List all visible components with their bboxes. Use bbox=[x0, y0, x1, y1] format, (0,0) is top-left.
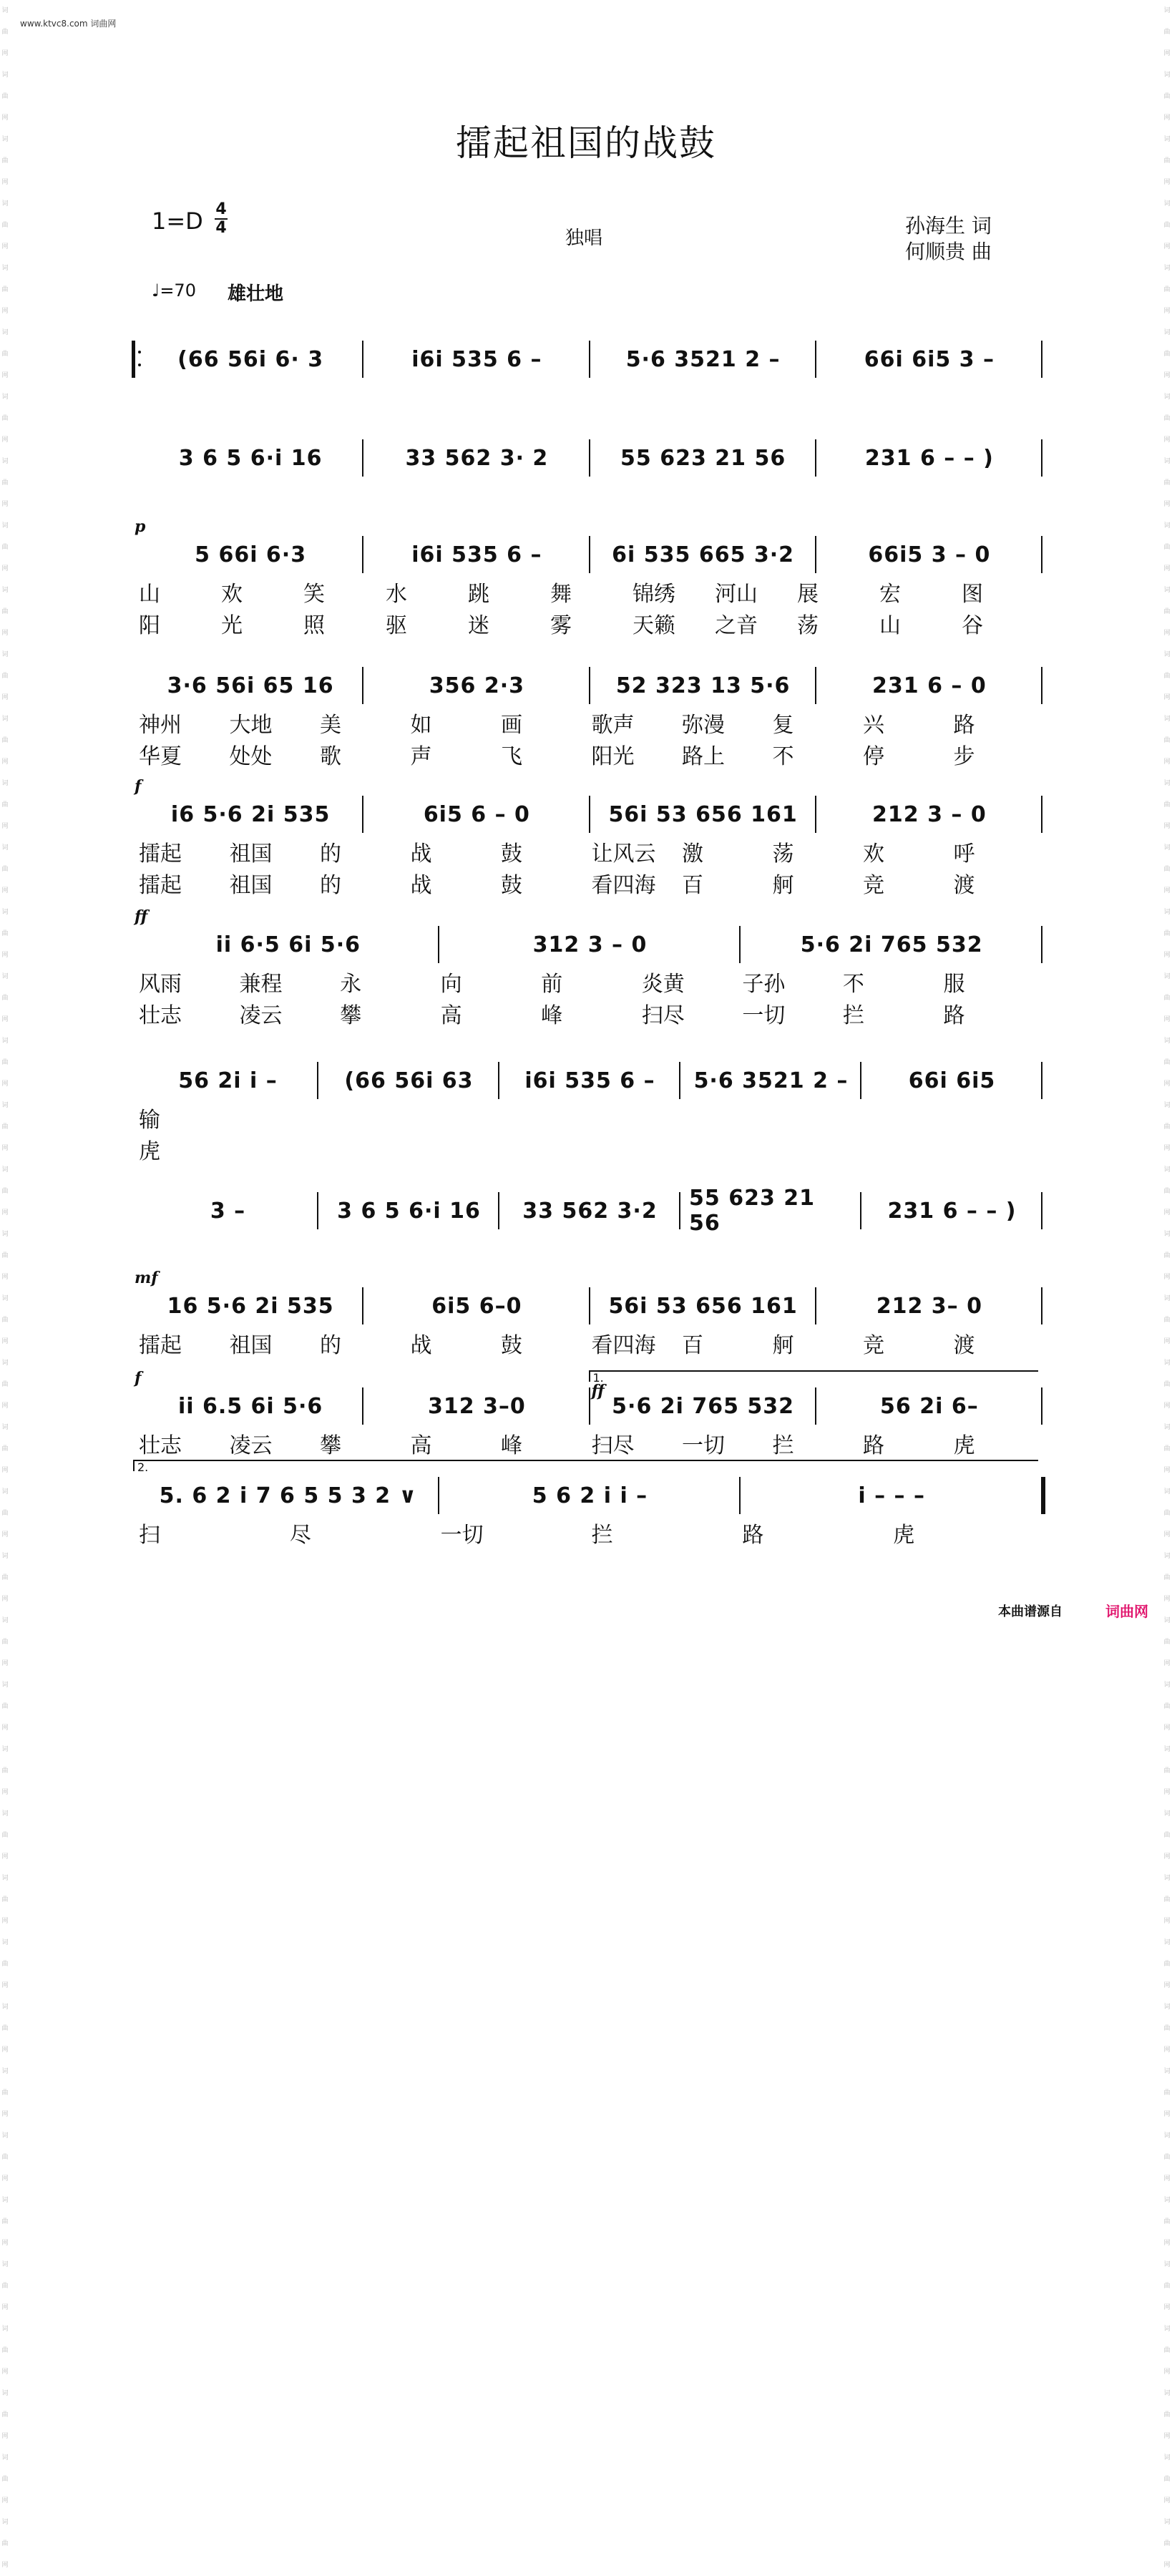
lyric-syllable: 战 bbox=[410, 841, 432, 867]
lyric-syllable: 的 bbox=[320, 841, 341, 867]
score-system bbox=[136, 1059, 1045, 1102]
lyric-syllable: 阳 bbox=[139, 613, 160, 638]
measure: 312 3–0 bbox=[427, 1393, 526, 1419]
lyric-syllable: 飞 bbox=[501, 744, 522, 769]
lyric-syllable: 战 bbox=[410, 873, 432, 898]
lyric-syllable: 虎 bbox=[953, 1433, 975, 1458]
lyric-syllable: 尽 bbox=[289, 1523, 311, 1548]
barline bbox=[589, 1387, 590, 1425]
measure: 56 2i 6– bbox=[880, 1393, 979, 1419]
measure: 6i 535 665 3·2 bbox=[612, 542, 795, 567]
lyric-syllable: 天籁 bbox=[633, 613, 675, 638]
lyric-syllable: 照 bbox=[303, 613, 325, 638]
lyric-syllable: 拦 bbox=[772, 1433, 794, 1458]
measure: 212 3 – 0 bbox=[872, 801, 987, 827]
measure: 56 2i i – bbox=[178, 1068, 278, 1093]
lyric-syllable: 峰 bbox=[541, 1003, 563, 1028]
lyric-syllable: 不 bbox=[772, 744, 794, 769]
measure: 55 623 21 56 bbox=[620, 445, 786, 471]
score-system bbox=[136, 923, 1045, 966]
dynamic-marking: ff bbox=[591, 1382, 605, 1400]
measure: 356 2·3 bbox=[429, 673, 524, 698]
measure: 3 6 5 6·i 16 bbox=[337, 1198, 481, 1224]
lyric-syllable: 驱 bbox=[386, 613, 407, 638]
lyric-syllable: 之音 bbox=[715, 613, 758, 638]
lyric-syllable: 看四海 bbox=[591, 873, 656, 898]
measure: 33 562 3·2 bbox=[522, 1198, 658, 1224]
lyric-syllable: 壮志 bbox=[139, 1433, 182, 1458]
lyric-syllable: 看四海 bbox=[591, 1333, 656, 1358]
dynamic-marking: f bbox=[135, 1369, 142, 1387]
barline bbox=[589, 667, 590, 704]
lyric-syllable: 停 bbox=[863, 744, 884, 769]
measure: i6i 535 6 – bbox=[411, 542, 542, 567]
lyric-syllable: 的 bbox=[320, 873, 341, 898]
performance-type: 独唱 bbox=[565, 228, 603, 249]
repeat-start-sign bbox=[132, 341, 145, 378]
volta-bracket: 1. bbox=[589, 1370, 1039, 1382]
lyric-syllable: 渡 bbox=[953, 1333, 975, 1358]
lyric-syllable: 炎黄 bbox=[641, 972, 685, 997]
lyric-syllable: 擂起 bbox=[139, 873, 182, 898]
barline bbox=[589, 796, 590, 833]
barline bbox=[815, 1287, 816, 1324]
lyric-syllable: 弥漫 bbox=[682, 713, 725, 738]
score-system bbox=[136, 664, 1045, 707]
barline bbox=[362, 796, 363, 833]
lyric-syllable: 百 bbox=[682, 1333, 703, 1358]
score-system bbox=[136, 1186, 1045, 1236]
barline bbox=[362, 1287, 363, 1324]
measure: 231 6 – – ) bbox=[864, 445, 994, 471]
barline bbox=[362, 1387, 363, 1425]
lyric-syllable: 路 bbox=[742, 1523, 764, 1548]
measure: 312 3 – 0 bbox=[532, 932, 648, 957]
lyric-syllable: 高 bbox=[410, 1433, 432, 1458]
barline bbox=[362, 667, 363, 704]
score-system bbox=[136, 1284, 1045, 1327]
lyric-syllable: 壮志 bbox=[139, 1003, 182, 1028]
lyric-syllable: 美 bbox=[320, 713, 341, 738]
footer-logo[interactable]: 词曲网 bbox=[1105, 1603, 1148, 1620]
time-signature-bottom: 4 bbox=[215, 219, 227, 237]
score-system bbox=[136, 1385, 1045, 1428]
lyric-syllable: 竞 bbox=[863, 1333, 884, 1358]
lyric-syllable: 风雨 bbox=[139, 972, 182, 997]
barline bbox=[438, 1477, 439, 1514]
measure: 6i5 6–0 bbox=[431, 1293, 522, 1319]
lyric-syllable: 呼 bbox=[953, 841, 975, 867]
lyric-syllable: 鼓 bbox=[501, 841, 522, 867]
lyric-syllable: 画 bbox=[501, 713, 522, 738]
lyric-syllable: 一切 bbox=[742, 1003, 786, 1028]
barline bbox=[1041, 341, 1042, 378]
lyric-syllable: 水 bbox=[386, 582, 407, 607]
credits bbox=[905, 213, 992, 265]
lyric-syllable: 声 bbox=[410, 744, 432, 769]
measure: 5. 6 2 i 7 6 5 5 3 2 ∨ bbox=[159, 1483, 417, 1508]
barline bbox=[589, 439, 590, 477]
lyric-syllable: 凌云 bbox=[229, 1433, 273, 1458]
edge-watermark-right: 词曲网 词曲网 词曲网 词曲网 词曲网 词曲网 词曲网 词曲网 词曲网 词曲网 词曲网 词曲网 词曲网 词曲网 词曲网 词曲网 词曲网 词曲网 词曲网 词曲网 词曲网 词曲网 词曲网 词曲网 词曲网 词曲网 词曲网 词曲网 词曲网 词曲网 词曲网 词曲网 词曲网 词曲网 词曲网 词曲网 词曲网 词曲网 词曲网 词曲网 bbox=[1163, 7, 1171, 2569]
lyric-syllable: 歌 bbox=[320, 744, 341, 769]
barline bbox=[1041, 667, 1042, 704]
measure: 3 – bbox=[210, 1198, 246, 1224]
measure: 5 66i 6·3 bbox=[195, 542, 307, 567]
measure: 231 6 – 0 bbox=[872, 673, 987, 698]
lyric-syllable: 歌声 bbox=[591, 713, 635, 738]
measure: 16 5·6 2i 535 bbox=[167, 1293, 334, 1319]
barline bbox=[679, 1192, 680, 1229]
lyric-syllable: 迷 bbox=[468, 613, 489, 638]
key-signature: 1=D bbox=[152, 208, 203, 235]
lyric-syllable: 战 bbox=[410, 1333, 432, 1358]
barline bbox=[1041, 1387, 1042, 1425]
lyric-syllable: 服 bbox=[943, 972, 965, 997]
measure: ii 6·5 6i 5·6 bbox=[215, 932, 361, 957]
measure: 66i5 3 – 0 bbox=[868, 542, 991, 567]
lyric-syllable: 舞 bbox=[550, 582, 572, 607]
lyric-syllable: 复 bbox=[772, 713, 794, 738]
measure: 55 623 21 56 bbox=[689, 1186, 816, 1236]
lyric-syllable: 神州 bbox=[139, 713, 182, 738]
lyric-syllable: 兴 bbox=[863, 713, 884, 738]
barline bbox=[362, 536, 363, 573]
lyric-syllable: 宏 bbox=[879, 582, 901, 607]
barline bbox=[815, 796, 816, 833]
measure: 3 6 5 6·i 16 bbox=[178, 445, 323, 471]
dynamic-marking: f bbox=[135, 777, 142, 796]
page-title: 擂起祖国的战鼓 bbox=[456, 122, 716, 164]
lyric-syllable: 祖国 bbox=[229, 1333, 273, 1358]
score-system bbox=[136, 793, 1045, 836]
score-system bbox=[136, 338, 1045, 381]
lyric-syllable: 鼓 bbox=[501, 873, 522, 898]
lyric-syllable: 舸 bbox=[772, 873, 794, 898]
dynamic-marking: ff bbox=[135, 907, 148, 926]
lyric-syllable: 华夏 bbox=[139, 744, 182, 769]
lyric-syllable: 山 bbox=[139, 582, 160, 607]
lyric-syllable: 凌云 bbox=[239, 1003, 283, 1028]
lyric-syllable: 步 bbox=[953, 744, 975, 769]
measure: i6i 535 6 – bbox=[411, 346, 542, 372]
dynamic-marking: mf bbox=[135, 1269, 158, 1287]
lyric-syllable: 路 bbox=[953, 713, 975, 738]
lyric-syllable: 雾 bbox=[550, 613, 572, 638]
barline bbox=[317, 1062, 318, 1099]
barline bbox=[589, 341, 590, 378]
measure: 33 562 3· 2 bbox=[405, 445, 549, 471]
lyric-syllable: 前 bbox=[541, 972, 563, 997]
barline bbox=[739, 926, 741, 963]
final-barline bbox=[1032, 1477, 1045, 1514]
lyric-syllable: 擂起 bbox=[139, 1333, 182, 1358]
score-system bbox=[136, 1474, 1045, 1517]
footer-note: 本曲谱源自 bbox=[998, 1604, 1063, 1619]
measure: 56i 53 656 161 bbox=[608, 1293, 798, 1319]
tempo-marking: ♩=70 bbox=[152, 280, 196, 301]
barline bbox=[860, 1062, 861, 1099]
edge-watermark-left: 词曲网 词曲网 词曲网 词曲网 词曲网 词曲网 词曲网 词曲网 词曲网 词曲网 词曲网 词曲网 词曲网 词曲网 词曲网 词曲网 词曲网 词曲网 词曲网 词曲网 词曲网 词曲网 词曲网 词曲网 词曲网 词曲网 词曲网 词曲网 词曲网 词曲网 词曲网 词曲网 词曲网 词曲网 词曲网 词曲网 词曲网 词曲网 词曲网 词曲网 bbox=[1, 7, 9, 2569]
barline bbox=[679, 1062, 680, 1099]
lyric-syllable: 让风云 bbox=[591, 841, 656, 867]
measure: 5·6 3521 2 – bbox=[693, 1068, 849, 1093]
measure: (66 56i 6· 3 bbox=[177, 346, 324, 372]
measure: 66i 6i5 3 – bbox=[864, 346, 995, 372]
lyric-syllable: 不 bbox=[842, 972, 864, 997]
lyric-syllable: 祖国 bbox=[229, 873, 273, 898]
barline bbox=[1041, 1062, 1042, 1099]
barline bbox=[589, 536, 590, 573]
lyric-syllable: 向 bbox=[440, 972, 462, 997]
lyric-syllable: 渡 bbox=[953, 873, 975, 898]
time-signature bbox=[215, 202, 228, 236]
lyric-syllable: 兼程 bbox=[239, 972, 283, 997]
barline bbox=[739, 1477, 741, 1514]
composer: 何顺贵 曲 bbox=[905, 240, 992, 263]
lyric-syllable: 拦 bbox=[842, 1003, 864, 1028]
lyric-syllable: 攀 bbox=[340, 1003, 362, 1028]
lyric-syllable: 图 bbox=[962, 582, 983, 607]
barline bbox=[362, 341, 363, 378]
measure: 6i5 6 – 0 bbox=[423, 801, 530, 827]
lyric-syllable: 欢 bbox=[863, 841, 884, 867]
lyric-syllable: 跳 bbox=[468, 582, 489, 607]
lyric-syllable: 的 bbox=[320, 1333, 341, 1358]
barline bbox=[815, 341, 816, 378]
measure: (66 56i 63 bbox=[344, 1068, 474, 1093]
barline bbox=[498, 1192, 499, 1229]
measure: 52 323 13 5·6 bbox=[615, 673, 791, 698]
measure: 3·6 56i 65 16 bbox=[167, 673, 334, 698]
score-system bbox=[136, 533, 1045, 576]
barline bbox=[1041, 536, 1042, 573]
lyric-syllable: 竞 bbox=[863, 873, 884, 898]
barline bbox=[1041, 1287, 1042, 1324]
barline bbox=[438, 926, 439, 963]
lyric-syllable: 笑 bbox=[303, 582, 325, 607]
lyric-syllable: 鼓 bbox=[501, 1333, 522, 1358]
measure: 212 3– 0 bbox=[876, 1293, 982, 1319]
lyric-syllable: 光 bbox=[221, 613, 243, 638]
lyric-syllable: 虎 bbox=[893, 1523, 915, 1548]
measure: 56i 53 656 161 bbox=[608, 801, 798, 827]
lyric-syllable: 舸 bbox=[772, 1333, 794, 1358]
dynamic-marking: p bbox=[135, 517, 146, 536]
lyric-syllable: 永 bbox=[340, 972, 362, 997]
barline bbox=[1041, 439, 1042, 477]
lyric-syllable: 山 bbox=[879, 613, 901, 638]
lyric-syllable: 如 bbox=[410, 713, 432, 738]
measure: i6 5·6 2i 535 bbox=[170, 801, 331, 827]
lyric-syllable: 扫尽 bbox=[641, 1003, 685, 1028]
lyric-syllable: 阳光 bbox=[591, 744, 635, 769]
measure: i – – – bbox=[858, 1483, 925, 1508]
time-signature-top: 4 bbox=[215, 200, 227, 218]
barline bbox=[815, 667, 816, 704]
barline bbox=[362, 439, 363, 477]
lyricist: 孙海生 词 bbox=[905, 214, 992, 238]
barline bbox=[860, 1192, 861, 1229]
measure: 5·6 3521 2 – bbox=[625, 346, 781, 372]
lyric-syllable: 路 bbox=[943, 1003, 965, 1028]
measure: 231 6 – – ) bbox=[887, 1198, 1017, 1224]
barline bbox=[589, 1287, 590, 1324]
measure: ii 6.5 6i 5·6 bbox=[177, 1393, 323, 1419]
lyric-syllable: 扫尽 bbox=[591, 1433, 635, 1458]
lyric-syllable: 一切 bbox=[440, 1523, 484, 1548]
lyric-syllable: 河山 bbox=[715, 582, 758, 607]
lyric-syllable: 擂起 bbox=[139, 841, 182, 867]
lyric-syllable: 一切 bbox=[682, 1433, 725, 1458]
lyric-syllable: 子孙 bbox=[742, 972, 786, 997]
measure: 5·6 2i 765 532 bbox=[612, 1393, 795, 1419]
barline bbox=[815, 536, 816, 573]
lyric-syllable: 拦 bbox=[591, 1523, 613, 1548]
barline bbox=[1041, 926, 1042, 963]
measure: 66i 6i5 bbox=[908, 1068, 996, 1093]
volta-bracket: 2. bbox=[133, 1460, 1038, 1471]
lyric-syllable: 路上 bbox=[682, 744, 725, 769]
barline bbox=[1041, 796, 1042, 833]
lyric-syllable: 锦绣 bbox=[633, 582, 675, 607]
lyric-syllable: 攀 bbox=[320, 1433, 341, 1458]
measure: i6i 535 6 – bbox=[524, 1068, 655, 1093]
barline bbox=[815, 439, 816, 477]
lyric-syllable: 扫 bbox=[139, 1523, 160, 1548]
lyric-syllable: 输 bbox=[139, 1108, 160, 1133]
measure: 5 6 2 i i – bbox=[532, 1483, 648, 1508]
lyric-syllable: 处处 bbox=[229, 744, 273, 769]
lyric-syllable: 荡 bbox=[772, 841, 794, 867]
lyric-syllable: 路 bbox=[863, 1433, 884, 1458]
lyric-syllable: 激 bbox=[682, 841, 703, 867]
barline bbox=[317, 1192, 318, 1229]
measure: 5·6 2i 765 532 bbox=[800, 932, 983, 957]
score-system bbox=[136, 436, 1045, 479]
site-url[interactable]: www.ktvc8.com 词曲网 bbox=[20, 19, 117, 29]
barline bbox=[498, 1062, 499, 1099]
lyric-syllable: 展 bbox=[797, 582, 819, 607]
lyric-syllable: 荡 bbox=[797, 613, 819, 638]
lyric-syllable: 峰 bbox=[501, 1433, 522, 1458]
lyric-syllable: 虎 bbox=[139, 1139, 160, 1164]
lyric-syllable: 谷 bbox=[962, 613, 983, 638]
lyric-syllable: 祖国 bbox=[229, 841, 273, 867]
lyric-syllable: 大地 bbox=[229, 713, 273, 738]
barline bbox=[1041, 1192, 1042, 1229]
lyric-syllable: 高 bbox=[440, 1003, 462, 1028]
lyric-syllable: 百 bbox=[682, 873, 703, 898]
barline bbox=[815, 1387, 816, 1425]
expression-marking: 雄壮地 bbox=[228, 283, 284, 305]
lyric-syllable: 欢 bbox=[221, 582, 243, 607]
